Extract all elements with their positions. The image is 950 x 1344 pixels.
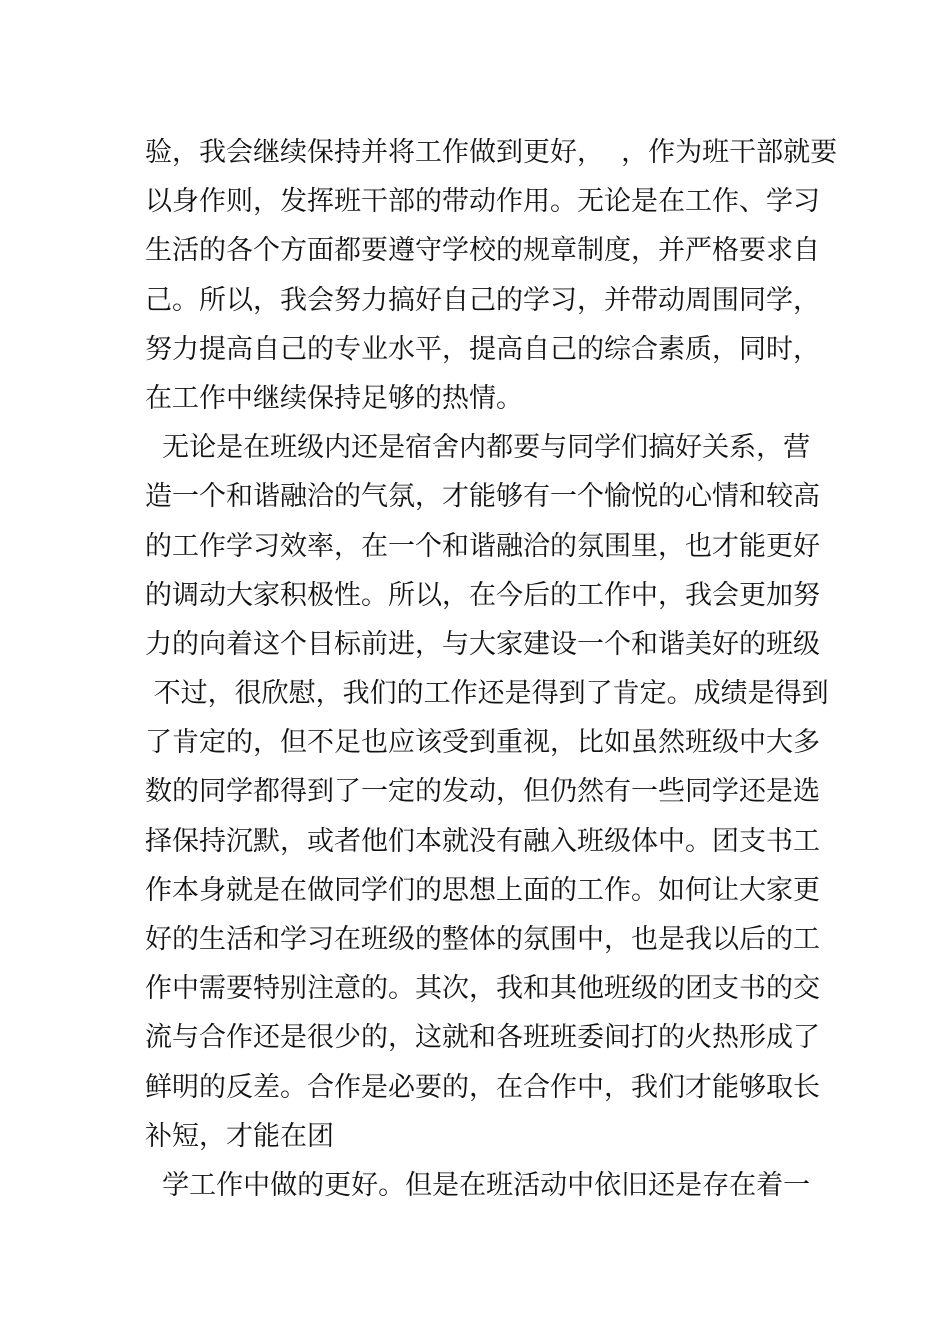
text-line: 不过，很欣慰，我们的工作还是得到了肯定。成绩是得到 (145, 678, 829, 710)
text-line: 数的同学都得到了一定的发动，但仍然有一些同学还是选 (145, 776, 820, 808)
body-text (145, 128, 838, 1210)
text-line: 力的向着这个目标前进，与大家建设一个和谐美好的班级 (145, 628, 820, 660)
text-line: 以身作则，发挥班干部的带动作用。无论是在工作、学习 (145, 186, 820, 218)
text-line: 生活的各个方面都要遵守学校的规章制度，并严格要求自 (145, 235, 820, 267)
text-line: 择保持沉默，或者他们本就没有融入班级体中。团支书工 (145, 825, 820, 857)
text-line: 努力提高自己的专业水平，提高自己的综合素质，同时， (145, 333, 820, 365)
text-line: 己。所以，我会努力搞好自己的学习，并带动周围同学， (145, 284, 820, 316)
text-line: 的调动大家积极性。所以，在今后的工作中，我会更加努 (145, 579, 820, 611)
text-line: 了肯定的，但不足也应该受到重视，比如虽然班级中大多 (145, 727, 820, 759)
text-line: 的工作学习效率，在一个和谐融洽的氛围里，也才能更好 (145, 530, 820, 562)
text-line: 作本身就是在做同学们的思想上面的工作。如何让大家更 (145, 874, 820, 906)
text-line: 造一个和谐融洽的气氛，才能够有一个愉悦的心情和较高 (145, 481, 820, 513)
text-line: 验，我会继续保持并将工作做到更好， ，作为班干部就要 (145, 137, 838, 168)
text-line: 鲜明的反差。合作是必要的，在合作中，我们才能够取长 (145, 1071, 820, 1103)
text-line: 在工作中继续保持足够的热情。 (145, 382, 523, 414)
text-line: 无论是在班级内还是宿舍内都要与同学们搞好关系，营 (145, 432, 811, 464)
text-line: 补短，才能在团 (145, 1120, 334, 1152)
text-line: 学工作中做的更好。但是在班活动中依旧还是存在着一 (145, 1169, 811, 1201)
text-line: 作中需要特别注意的。其次，我和其他班级的团支书的交 (145, 973, 820, 1005)
text-line: 好的生活和学习在班级的整体的氛围中，也是我以后的工 (145, 924, 820, 955)
text-line: 流与合作还是很少的，这就和各班班委间打的火热形成了 (145, 1022, 820, 1054)
